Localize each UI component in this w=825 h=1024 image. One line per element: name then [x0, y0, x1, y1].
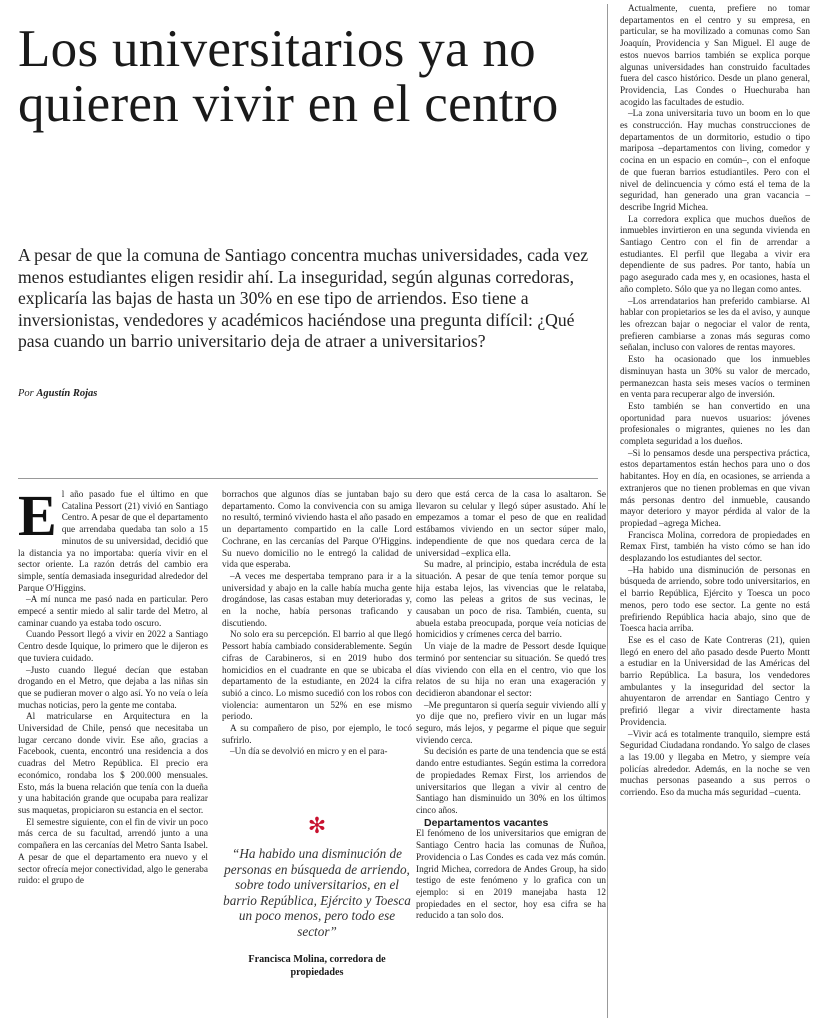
body-paragraph: Esto también se han convertido en una oportunidad para nuevos usuarios: jóvenes profesionales o migrantes, quienes no les dan completa seguridad a los dueños.: [620, 401, 810, 448]
body-paragraph: Al matricularse en Arquitectura en la Universidad de Chile, pensó que necesitaba un lugar cercano donde vivir. Ese año, gracias a Facebook, cuenta, encontró una residencia a dos cuadras del Metro República. El precio era económico, rondaba los $ 200.000 mensuales. Esto, más la buena relación que tenía con la dueña y una habitación grande que ocupaba para realizar sus maquetas, propiciaron su estancia en el sector.: [18, 712, 208, 816]
body-paragraph: La corredora explica que muchos dueños de inmuebles invirtieron en una segunda vivienda en Santiago Centro con el fin de arrendar a estudiantes. El perfil que llegaba a vivir era dependiente de sus padres. Por tanto, había un pago asegurado cada mes y, en ocasiones, hasta el año completo. Sólo que ya no llegan como antes.: [620, 214, 810, 295]
body-paragraph: No solo era su percepción. El barrio al que llegó Pessort había cambiado considerablemente. Según cifras de Carabineros, si en 2019 hubo dos homicidios en el cuadrante en que se ubicaba el departamento de la estudiante, en 2024 la cifra subió a cinco. Lo mismo sucedió con los robos con violencia: aumentaron un 52% en ese mismo periodo.: [222, 630, 412, 723]
body-paragraph: A su compañero de piso, por ejemplo, le tocó sufrirlo.: [222, 724, 412, 746]
column-divider: [607, 4, 608, 1018]
body-paragraph: –Un día se devolvió en micro y en el para-: [230, 747, 388, 758]
headline: Los universitarios ya no quieren vivir en el centro: [18, 20, 559, 133]
body-paragraph: –Los arrendatarios han preferido cambiarse. Al hablar con propietarios se les da el aviso, y aunque les ofrezcan bajar o negociar el valor de renta, prefieren cambiarse a zonas más seguras como señalan, incluso con valores de rentas mayores.: [620, 296, 810, 354]
byline: [18, 388, 97, 399]
body-paragraph: –Si lo pensamos desde una perspectiva práctica, estos departamentos están hechos para uno o dos habitantes. Hoy en día, en ocasiones, se arrienda a extranjeros que no tienen problemas en que vivan más personas dentro del inmueble, causando mayor deterioro y mayor pérdida al valor de la propiedad –agrega Michea.: [620, 448, 810, 529]
body-paragraph: dero que está cerca de la casa lo asaltaron. Se llevaron su celular y llegó súper asustado. Ahí le empezamos a tomar el peso de que en realidad estábamos viviendo en un sector súper malo, independiente de que nos quedara cerca de la universidad –explica ella.: [416, 490, 606, 559]
body-paragraph: El fenómeno de los universitarios que emigran de Santiago Centro hacia las comunas de Ñuñoa, Providencia o Las Condes es cada vez más común. Ingrid Michea, corredora de Andes Group, ha sido testigo de este fenómeno y lo grafica con un ejemplo: si en 2019 manejaba hasta 12 propiedades en el sector, hoy esa cifra se ha reducido a tan solo dos.: [416, 829, 606, 922]
body-paragraph: [18, 483, 208, 595]
body-paragraph: Esto ha ocasionado que los inmuebles disminuyan hasta un 30% su valor de mercado, permanezcan hasta seis meses vacíos o terminen en venta para recuperar algo de inversión.: [620, 355, 810, 401]
section-subhead: Departamentos vacantes: [424, 816, 549, 829]
body-paragraph: Cuando Pessort llegó a vivir en 2022 a Santiago Centro desde Iquique, lo primero que le dijeron es que tuviera cuidado.: [18, 630, 208, 664]
body-column-3: [416, 490, 606, 923]
section-divider: [18, 478, 598, 479]
body-paragraph: borrachos que algunos días se juntaban bajo su departamento. Como la convivencia con su amiga no resultó, terminó viviendo hasta el año pasado en un departamento compartido en la calle Lord Cochrane, en las cercanías del Parque O'Higgins. Su nuevo domicilio no le entregó la calidad de vida que esperaba.: [222, 490, 412, 571]
body-paragraph: Un viaje de la madre de Pessort desde Iquique terminó por sentenciar su situación. Se quedó tres días viviendo con ella en el centro, vio que los relatos de su hija no eran una exageración y decidieron abandonar el sector:: [416, 642, 606, 699]
body-paragraph: –La zona universitaria tuvo un boom en lo que es construcción. Hay muchas construcciones de departamentos de un dormitorio, estudio o tipo mariposa –departamentos con living, comedor y cocina en un espacio en común–, con el enfoque de que fueran barrios estudiantiles. Pero con el nivel de delincuencia y cómo está el tema de la seguridad, han generado una gran vacancia –describe Ingrid Michea.: [620, 109, 810, 213]
byline-prefix: Por: [18, 388, 34, 399]
body-column-1: [18, 483, 208, 888]
drop-cap: E: [18, 483, 57, 548]
body-paragraph: Su madre, al principio, estaba incrédula de esta situación. A pesar de que tenía temor porque su hija estaba lejos, las vivencias que le relataba, como las peleas a gritos de sus vecinas, le causaban un poco de risa. También, cuenta, su abuela estaba preocupada, porque veía noticias de homicidios y crímenes cerca del barrio.: [416, 560, 606, 641]
body-paragraph: –Ha habido una disminución de personas en búsqueda de arriendo, sobre todo universitarios, en el barrio República, Ejército y Toesca un poco menos, pero todo ese sector. La gente no está prefiriendo República hacia abajo, sino que de Toesca hacia arriba.: [620, 565, 810, 635]
deck: A pesar de que la comuna de Santiago concentra muchas universidades, cada vez menos estudiantes eligen residir ahí. La inseguridad, según algunas corredoras, explicaría las bajas de hasta un 30% en ese tipo de arriendos. Eso tiene a inversionistas, vendedores y académicos haciéndose una pregunta difícil: ¿Qué pasa cuando un barrio universitario deja de atraer a universitarios?: [18, 245, 589, 351]
pull-quote-attribution: Francisca Molina, corredora de propiedades: [248, 954, 386, 978]
body-paragraph: –Justo cuando llegué decían que estaban drogando en el Metro, que dejaba a las niñas sin que se pudieran mover o algo así. Yo no veía o leía muchas noticias, pero la gente me contaba.: [18, 665, 208, 711]
pull-quote: [222, 816, 412, 979]
pull-quote-text: “Ha habido una disminución de personas en búsqueda de arriendo, sobre todo universitarios, en el barrio República, Ejército y Toesca un poco menos, pero todo ese sector”: [223, 846, 411, 939]
body-paragraph: –A mí nunca me pasó nada en particular. Pero empecé a sentir miedo al salir tarde del Metro, al caminar cuando ya estaba todo oscuro.: [18, 595, 208, 629]
body-paragraph: El semestre siguiente, con el fin de vivir un poco más cerca de su facultad, arrendó junto a una compañera en las cercanías del Metro Santa Isabel. A pesar de que el departamento era nuevo y el sector ofrecía mejor conectividad, algo le generaba ruido: el grupo de: [18, 817, 208, 887]
body-paragraph: –Me preguntaron si quería seguir viviendo allí y yo dije que no, prefiero vivir en un lugar más seguro, más lejos, y pegarme el pique que seguir viviendo cerca.: [416, 700, 606, 746]
byline-author: Agustín Rojas: [36, 388, 98, 399]
body-paragraph: –Vivir acá es totalmente tranquilo, siempre está Seguridad Ciudadana rondando. Yo salgo de clases a las 19.00 y llegaba en Metro, y siempre veía policías alrededor. Además, en la noche se ven muchas personas paseando a sus perros o corriendo. Eso da mucha más seguridad –cuenta.: [620, 729, 810, 799]
body-column-4: [620, 4, 810, 800]
body-column-2: [222, 490, 412, 759]
body-paragraph: Actualmente, cuenta, prefiere no tomar departamentos en el centro y su empresa, en particular, se ha movilizado a comunas como San Joaquín, Providencia y San Miguel. El auge de estos nuevos barrios también se explica porque algunas universidades han construido facultades fuera del casco histórico. Desde un plano general, Providencia, Las Condes o Huechuraba han acogido las facultades de estudio.: [620, 4, 810, 108]
body-paragraph: Ese es el caso de Kate Contreras (21), quien llegó en enero del año pasado desde Puerto Montt a estudiar en la Universidad de las Américas del barrio República. La basura, los vendedores ambulantes y la inseguridad del sector la ahuyentaron de arrendar en Santiago Centro y prefirió llegar a vivir directamente hasta Providencia.: [620, 635, 810, 728]
body-paragraph: Su decisión es parte de una tendencia que se está dando entre estudiantes. Según estima la corredora de propiedades Remax First, los arriendos de universitarios que llegan a vivir al centro de Santiago han disminuido un 30% en los últimos cinco años.: [416, 747, 606, 816]
asterisk-icon: ✻: [307, 814, 327, 839]
body-paragraph: –A veces me despertaba temprano para ir a la universidad y abajo en la calle había mucha gente drogándose, las casas estaban muy deterioradas y, en la noche, había personas traficando y discutiendo.: [222, 571, 412, 629]
paragraph-text: l año pasado fue el último en que Catalina Pessort (21) vivió en Santiago Centro. A pesar de que el departamento que arrendaba quedaba tan solo a 15 minutos de su universidad, decidió que la distancia ya no importaba: quería vivir en el sector oriente. La razón detrás del cambio era simple, sentía demasiada inseguridad alrededor del Parque O'Higgins.: [18, 490, 208, 594]
body-paragraph: Francisca Molina, corredora de propiedades en Remax First, también ha visto cómo se han ido desplazando los estudiantes del sector.: [620, 530, 810, 565]
